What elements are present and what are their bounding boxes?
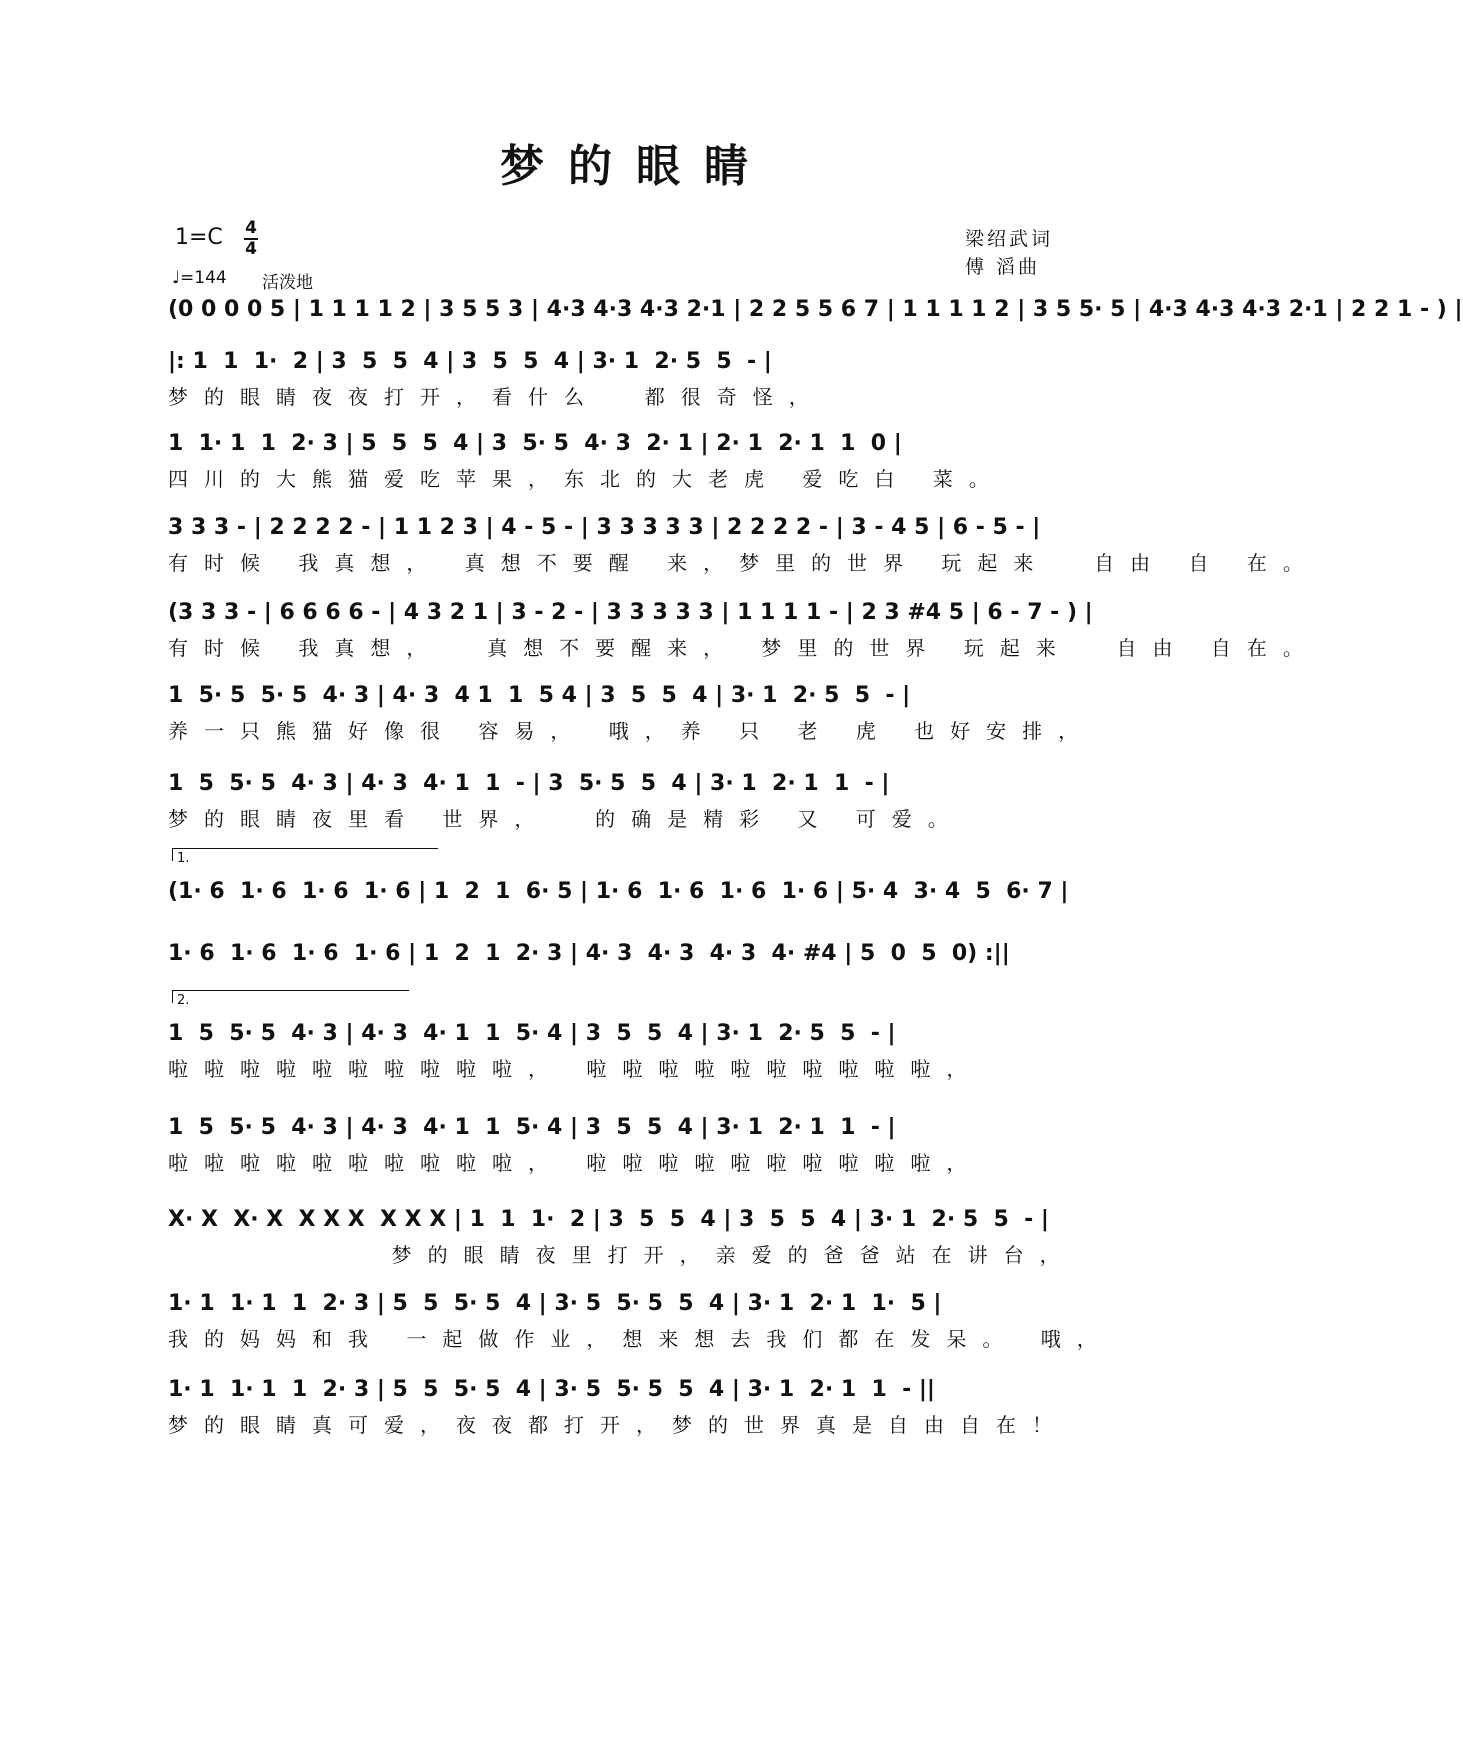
tempo-marking: ♩=144 [172, 268, 227, 288]
music-notation: 1 5 5· 5 4· 3 | 4· 3 4· 1 1 5· 4 | 3 5 5 4 | 3· 1 2· 5 5 - | [168, 1021, 896, 1046]
score-line-5 [168, 593, 1319, 663]
lyrics: 我的妈妈和我 一起做作业，想来想去我们都在发呆。 哦， [168, 1327, 1113, 1351]
score-line-4 [168, 508, 1319, 578]
expression-marking: 活泼地 [262, 273, 313, 293]
lyrics: 啦啦啦啦啦啦啦啦啦啦， 啦啦啦啦啦啦啦啦啦啦， [168, 1057, 983, 1081]
music-notation: X· X X· X X X X X X X | 1 1 1· 2 | 3 5 5 4 | 3 5 5 4 | 3· 1 2· 5 5 - | [168, 1207, 1049, 1232]
music-notation: 1· 1 1· 1 1 2· 3 | 5 5 5· 5 4 | 3· 5 5· 5 5 4 | 3· 1 2· 1 1· 5 | [168, 1291, 942, 1316]
lyrics: 养一只熊猫好像很 容易， 哦，养 只 老 虎 也好安排， [168, 719, 1095, 743]
volta-1-label: 1. [177, 851, 190, 866]
music-notation: 1 5· 5 5· 5 4· 3 | 4· 3 4 1 1 5 4 | 3 5 5 4 | 3· 1 2· 5 5 - | [168, 683, 911, 708]
score-line-9 [168, 934, 1118, 974]
volta-2 [172, 990, 409, 1008]
music-notation: (3 3 3 - | 6 6 6 6 - | 4 3 2 1 | 3 - 2 - | 3 3 3 3 3 | 1 1 1 1 - | 2 3 #4 5 | 6 - 7 - ) | [168, 600, 1093, 625]
music-notation: (1· 6 1· 6 1· 6 1· 6 | 1 2 1 6· 5 | 1· 6 1· 6 1· 6 1· 6 | 5· 4 3· 4 5 6· 7 | [168, 879, 1069, 904]
lyrics: 啦啦啦啦啦啦啦啦啦啦， 啦啦啦啦啦啦啦啦啦啦， [168, 1151, 983, 1175]
score-line-2 [168, 342, 1118, 412]
volta-2-label: 2. [177, 993, 190, 1008]
music-notation: |: 1 1 1· 2 | 3 5 5 4 | 3 5 5 4 | 3· 1 2· 5 5 - | [168, 349, 772, 374]
score-line-7 [168, 764, 1118, 834]
meter-bottom: 4 [245, 239, 257, 259]
lyrics: 梦的眼睛夜里打开，亲爱的爸爸站在讲台， [168, 1243, 1076, 1267]
score-line-1 [168, 290, 1463, 330]
volta-1 [172, 848, 438, 866]
score-line-14 [168, 1370, 1118, 1440]
meter-top: 4 [245, 218, 257, 238]
score-line-11 [168, 1108, 1118, 1178]
music-notation: 1· 6 1· 6 1· 6 1· 6 | 1 2 1 2· 3 | 4· 3 4· 3 4· 3 4· #4 | 5 0 5 0) :|| [168, 941, 1010, 966]
lyrics: 梦的眼睛夜夜打开，看什么 都很奇怪， [168, 385, 825, 409]
key-signature: 1=C [175, 225, 223, 250]
lyricist: 梁绍武词 [965, 228, 1054, 250]
music-notation: 1 1· 1 1 2· 3 | 5 5 5 4 | 3 5· 5 4· 3 2· 1 | 2· 1 2· 1 1 0 | [168, 431, 902, 456]
score-line-13 [168, 1284, 1118, 1354]
lyrics: 梦的眼睛夜里看 世界， 的确是精彩 又 可爱。 [168, 807, 964, 831]
lyrics: 有时候 我真想， 真想不要醒 来，梦里的世界 玩起来 自由 自 在。 [168, 551, 1319, 575]
credits [965, 225, 1053, 281]
time-signature [244, 220, 258, 258]
score-line-10 [168, 1014, 1118, 1084]
music-notation: 1 5 5· 5 4· 3 | 4· 3 4· 1 1 5· 4 | 3 5 5 4 | 3· 1 2· 1 1 - | [168, 1115, 896, 1140]
music-notation: 1· 1 1· 1 1 2· 3 | 5 5 5· 5 4 | 3· 5 5· 5 5 4 | 3· 1 2· 1 1 - || [168, 1377, 935, 1402]
score-line-8 [168, 872, 1118, 912]
page-title: 梦的眼睛 [500, 141, 772, 192]
score-line-3 [168, 424, 1118, 494]
lyrics: 有时候 我真想， 真想不要醒来， 梦里的世界 玩起来 自由 自在。 [168, 636, 1319, 660]
score-line-6 [168, 676, 1118, 746]
music-notation: 3 3 3 - | 2 2 2 2 - | 1 1 2 3 | 4 - 5 - | 3 3 3 3 3 | 2 2 2 2 - | 3 - 4 5 | 6 - 5 - | [168, 515, 1041, 540]
music-notation: (0 0 0 0 5 | 1 1 1 1 2 | 3 5 5 3 | 4·3 4·3 4·3 2·1 | 2 2 5 5 6 7 | 1 1 1 1 2 | 3 5 5· 5 | 4·3 4·3 4·3 2·1 | 2 2 1 - ) | [168, 297, 1463, 322]
lyrics: 四川的大熊猫爱吃苹果，东北的大老虎 爱吃白 菜。 [168, 467, 1005, 491]
lyrics: 梦的眼睛真可爱，夜夜都打开，梦的世界真是自由自在！ [168, 1413, 1068, 1437]
composer: 傅 滔曲 [965, 256, 1041, 278]
score-line-12 [168, 1200, 1118, 1270]
music-notation: 1 5 5· 5 4· 3 | 4· 3 4· 1 1 - | 3 5· 5 5 4 | 3· 1 2· 1 1 - | [168, 771, 890, 796]
